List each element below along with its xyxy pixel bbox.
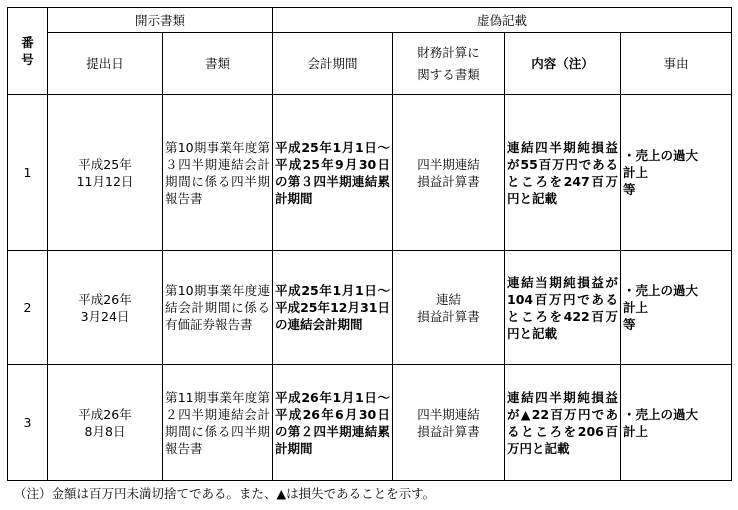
header-fiscal-period: 会計期間 — [273, 33, 393, 95]
filing-date: 平成26年 8月8日 — [48, 365, 163, 481]
fiscal-period: 平成26年1月1日～平成26年6月30日の第２四半期連結累計期間 — [273, 365, 393, 481]
fiscal-period: 平成25年1月1日～平成25年9月30日の第３四半期連結累計期間 — [273, 95, 393, 251]
header-number: 番 号 — [8, 8, 48, 95]
reason: ・売上の過大 計上 等 — [621, 251, 732, 365]
header-content: 内容（注） — [505, 33, 621, 95]
filing-date: 平成26年 3月24日 — [48, 251, 163, 365]
false-statement-table — [7, 7, 732, 481]
row-number: 2 — [8, 251, 48, 365]
header-filing-date: 提出日 — [48, 33, 163, 95]
filing-date: 平成25年 11月12日 — [48, 95, 163, 251]
fiscal-period: 平成25年1月1日～平成25年12月31日の連結会計期間 — [273, 251, 393, 365]
financial-statement: 四半期連結 損益計算書 — [393, 365, 505, 481]
statement-content: 連結四半期純損益が▲22百万円であるところを206百万円と記載 — [505, 365, 621, 481]
footnote: （注）金額は百万円未満切捨てである。また、▲は損失であることを示す。 — [14, 486, 436, 501]
header-false-statement: 虚偽記載 — [273, 8, 732, 33]
financial-statement: 四半期連結 損益計算書 — [393, 95, 505, 251]
table-row — [8, 251, 732, 365]
document-name: 第10期事業年度第３四半期連結会計期間に係る四半期報告書 — [163, 95, 273, 251]
reason: ・売上の過大 計上 — [621, 365, 732, 481]
header-reason: 事由 — [621, 33, 732, 95]
statement-content: 連結当期純損益が104百万円であるところを422百万円と記載 — [505, 251, 621, 365]
row-number: 1 — [8, 95, 48, 251]
financial-statement: 連結 損益計算書 — [393, 251, 505, 365]
statement-content: 連結四半期純損益が55百万円であるところを247百万円と記載 — [505, 95, 621, 251]
header-disclosure-documents: 開示書類 — [48, 8, 273, 33]
table-row — [8, 95, 732, 251]
document-name: 第10期事業年度連結会計期間に係る有価証券報告書 — [163, 251, 273, 365]
header-document: 書類 — [163, 33, 273, 95]
header-financial-statement: 財務計算に 関する書類 — [393, 33, 505, 95]
reason: ・売上の過大 計上 等 — [621, 95, 732, 251]
row-number: 3 — [8, 365, 48, 481]
document-name: 第11期事業年度第２四半期連結会計期間に係る四半期報告書 — [163, 365, 273, 481]
table-row — [8, 365, 732, 481]
